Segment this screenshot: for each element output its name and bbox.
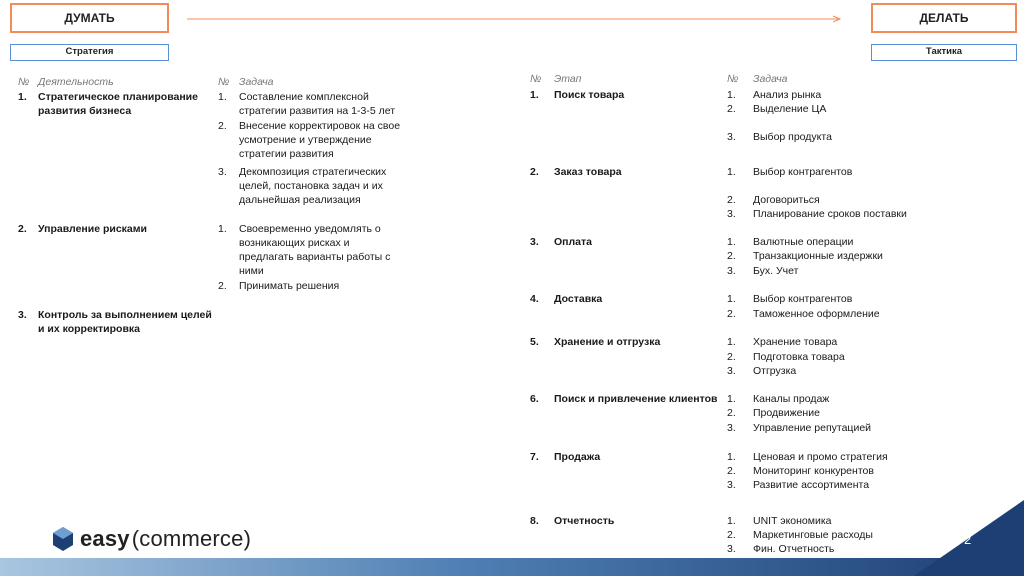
logo-mark-icon [52,526,74,552]
task-text: Ценовая и промо стратегия [753,451,888,463]
task-text: Развитие ассортимента [753,479,870,491]
stage-name: Доставка [554,293,603,305]
task-text: Анализ рынка [753,89,822,101]
activity-num: 1. [18,91,27,103]
task-num: 3. [727,422,736,434]
task-num: 1. [727,336,736,348]
activity-name: Управление рисками [38,223,147,235]
task-num: 2. [727,194,736,206]
task-num: 3. [727,479,736,491]
task-text: UNIT экономика [753,515,832,527]
activity-num: 3. [18,309,27,321]
stage-name: Поиск и привлечение клиентов [554,393,718,405]
task-num: 1. [727,89,736,101]
task-text: Маркетинговые расходы [753,529,873,541]
task-num: 1. [727,451,736,463]
task-num: 2. [218,120,227,132]
task-text: Валютные операции [753,236,854,248]
activity-name: Стратегическое планирование развития бизнеса [38,91,198,117]
easy-commerce-logo [52,524,251,554]
task-num: 3. [727,208,736,220]
task-text: Составление комплексной стратегии развития на 1-3-5 лет [239,91,396,117]
task-num: 2. [727,351,736,363]
task-text: Выбор контрагентов [753,166,853,178]
task-num: 1. [727,293,736,305]
page-number: 2 [964,532,972,547]
task-num: 2. [727,407,736,419]
task-num: 2. [727,529,736,541]
task-text: Декомпозиция стратегических целей, постановка задач и их дальнейшая реализация [239,166,387,206]
stage-num: 5. [530,336,539,348]
task-num: 3. [727,365,736,377]
stage-name: Отчетность [554,515,615,527]
task-text: Хранение товара [753,336,838,348]
stage-name: Хранение и отгрузка [554,336,661,348]
task-text: Таможенное оформление [753,308,880,320]
activity-num: 2. [18,223,27,235]
task-num: 2. [727,103,736,115]
left-col-task-header: Задача [239,76,274,88]
task-num: 1. [727,393,736,405]
task-text: Фин. Отчетность [753,543,835,555]
task-text: Отгрузка [753,365,797,377]
task-text: Принимать решения [239,280,340,292]
task-text: Внесение корректировок на свое усмотрение и утверждение стратегии развития [239,120,401,160]
task-text: Бух. Учет [753,265,799,277]
task-num: 2. [218,280,227,292]
right-col-task-header: Задача [753,73,788,85]
task-num: 2. [727,250,736,262]
think-box: ДУМАТЬ [10,3,169,33]
task-num: 1. [727,166,736,178]
stage-name: Заказ товара [554,166,622,178]
task-text: Мониторинг конкурентов [753,465,874,477]
stage-num: 4. [530,293,539,305]
do-box: ДЕЛАТЬ [871,3,1017,33]
stage-name: Оплата [554,236,593,248]
task-text: Договориться [753,194,820,206]
task-num: 3. [727,265,736,277]
bottom-bar [0,558,1024,576]
activity-name: Контроль за выполнением целей и их корректировка [38,309,212,335]
task-num: 3. [218,166,227,178]
stage-num: 3. [530,236,539,248]
stage-name: Продажа [554,451,601,463]
stage-num: 2. [530,166,539,178]
stage-num: 6. [530,393,539,405]
task-text: Транзакционные издержки [753,250,883,262]
logo-easy-text: easy [80,526,130,551]
task-text: Продвижение [753,407,820,419]
strategy-box: Стратегия [10,44,169,61]
task-num: 1. [727,515,736,527]
stage-num: 8. [530,515,539,527]
left-col-num2-header: № [218,76,230,88]
stage-num: 7. [530,451,539,463]
task-num: 2. [727,308,736,320]
logo-commerce-text: commerce [139,526,244,551]
think-to-do-arrow [187,15,847,23]
task-text: Выделение ЦА [753,103,827,115]
task-text: Выбор продукта [753,131,832,143]
right-col-num2-header: № [727,73,739,85]
corner-decoration [874,500,1024,576]
left-col-activity-header: Деятельность [38,76,114,88]
right-col-stage-header: Этап [554,73,582,85]
task-text: Каналы продаж [753,393,830,405]
tactics-box: Тактика [871,44,1017,61]
task-text: Своевременно уведомлять о возникающих рисках и предлагать варианты работы с ними [239,223,391,277]
left-col-num-header: № [18,76,30,88]
task-num: 1. [727,236,736,248]
task-text: Подготовка товара [753,351,845,363]
task-text: Планирование сроков поставки [753,208,907,220]
task-num: 1. [218,91,227,103]
logo-paren-open: ( [131,526,140,551]
task-num: 1. [218,223,227,235]
stage-num: 1. [530,89,539,101]
stage-name: Поиск товара [554,89,625,101]
task-num: 3. [727,543,736,555]
task-text: Управление репутацией [753,422,872,434]
right-col-num-header: № [530,73,542,85]
task-num: 3. [727,131,736,143]
logo-paren-close: ) [243,526,252,551]
task-text: Выбор контрагентов [753,293,853,305]
task-num: 2. [727,465,736,477]
